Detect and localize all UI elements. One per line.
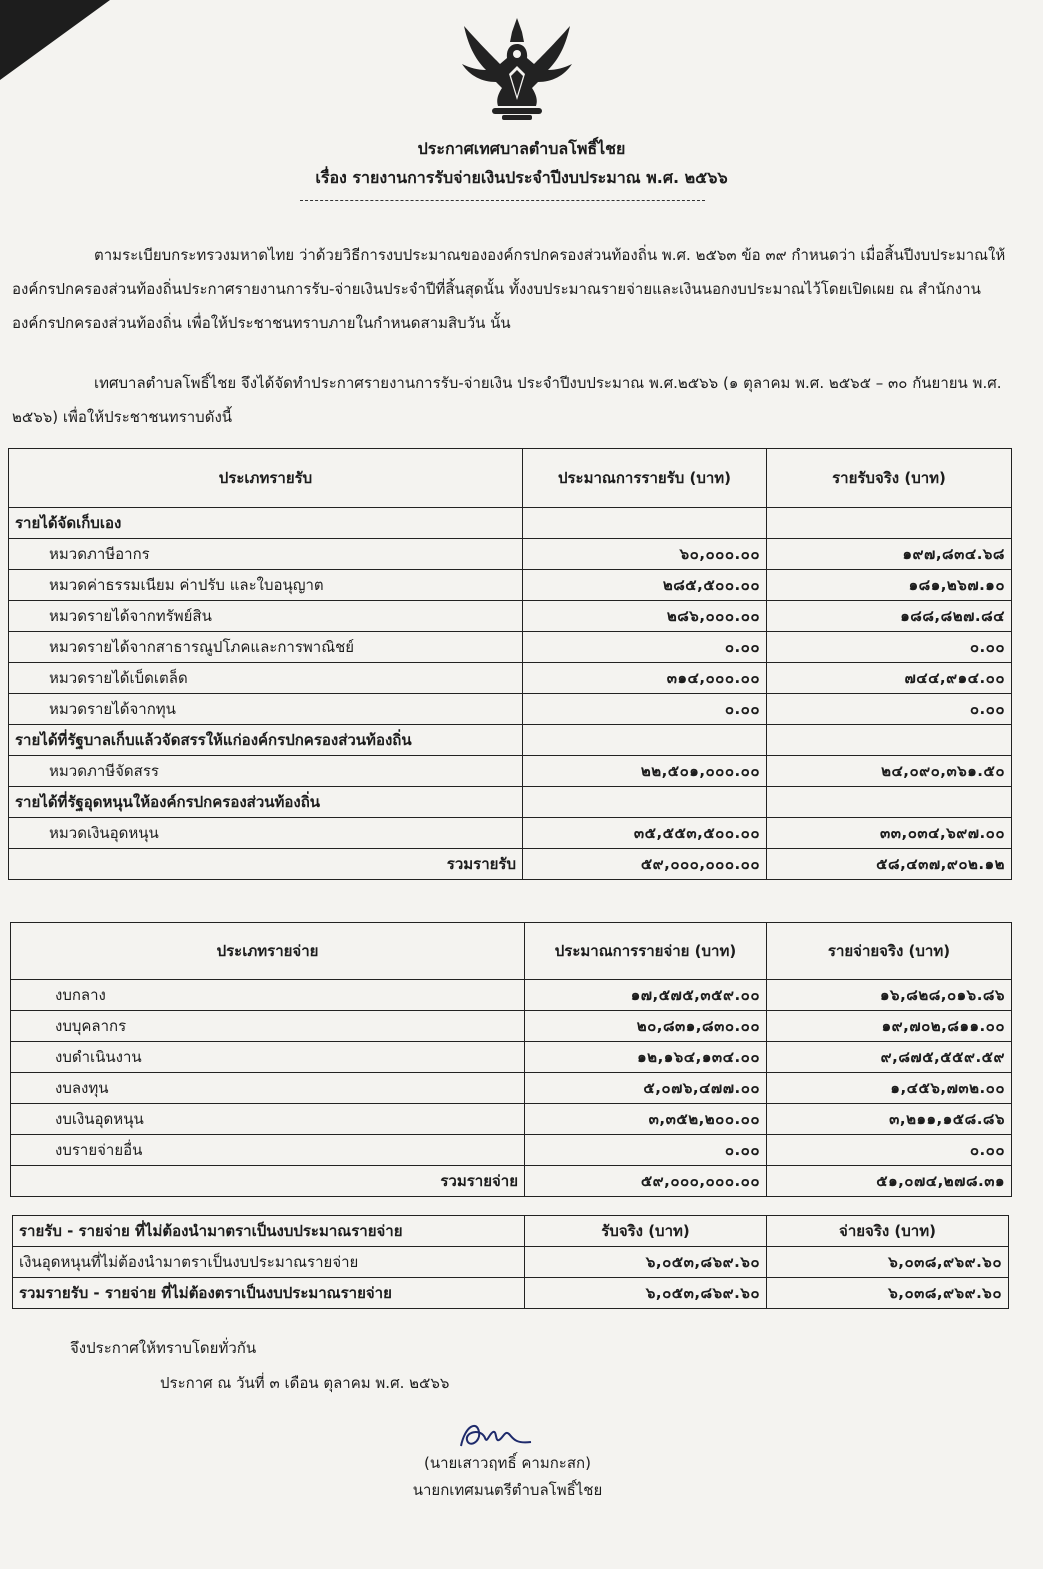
income-actual-value: ๒๔,๐๙๐,๓๖๑.๕๐ xyxy=(767,756,1012,787)
expense-estimate-value: ๒๐,๘๓๑,๘๓๐.๐๐ xyxy=(525,1011,767,1042)
table-row xyxy=(11,980,1012,1011)
expense-item-label: งบดำเนินงาน xyxy=(11,1042,525,1073)
extra-total-label: รวมรายรับ - รายจ่าย ที่ไม่ต้องตราเป็นงบประมาณรายจ่าย xyxy=(13,1278,525,1309)
extra-paid-value: ๖,๐๓๘,๙๖๙.๖๐ xyxy=(767,1247,1009,1278)
expense-type-header: ประเภทรายจ่าย xyxy=(11,923,525,980)
announcement-title: ประกาศเทศบาลตำบลโพธิ์ไชย xyxy=(417,139,626,158)
table-row xyxy=(9,601,1012,632)
table-row xyxy=(11,1104,1012,1135)
expense-estimate-value: ๑๒,๑๖๔,๑๓๔.๐๐ xyxy=(525,1042,767,1073)
income-item-label: หมวดภาษีจัดสรร xyxy=(9,756,523,787)
table-row xyxy=(11,1073,1012,1104)
income-table xyxy=(8,448,1012,880)
table-row xyxy=(11,1011,1012,1042)
table-row xyxy=(11,1042,1012,1073)
expense-actual-value: ๑๙,๗๐๒,๘๑๑.๐๐ xyxy=(767,1011,1012,1042)
income-estimate-value: ๒๘๕,๕๐๐.๐๐ xyxy=(523,570,767,601)
expense-item-label: งบลงทุน xyxy=(11,1073,525,1104)
expense-item-label: งบเงินอุดหนุน xyxy=(11,1104,525,1135)
table-row xyxy=(11,1135,1012,1166)
expense-estimate-value: ๐.๐๐ xyxy=(525,1135,767,1166)
income-estimate-value: ๐.๐๐ xyxy=(523,694,767,725)
income-estimate-value: ๓๑๔,๐๐๐.๐๐ xyxy=(523,663,767,694)
expense-estimate-value: ๕,๐๗๖,๔๗๗.๐๐ xyxy=(525,1073,767,1104)
income-header-row xyxy=(9,449,1012,508)
income-item-label: หมวดรายได้เบ็ดเตล็ด xyxy=(9,663,523,694)
table-row xyxy=(9,818,1012,849)
income-type-header: ประเภทรายรับ xyxy=(9,449,523,508)
expense-header-row xyxy=(11,923,1012,980)
expense-item-label: งบกลาง xyxy=(11,980,525,1011)
expense-total-label: รวมรายจ่าย xyxy=(11,1166,525,1197)
table-row xyxy=(9,570,1012,601)
extra-item-label: เงินอุดหนุนที่ไม่ต้องนำมาตราเป็นงบประมาณรายจ่าย xyxy=(13,1247,525,1278)
income-estimate-value: ๒๒,๕๐๑,๐๐๐.๐๐ xyxy=(523,756,767,787)
income-category-row xyxy=(9,787,1012,818)
intro-paragraph-1: ตามระเบียบกระทรวงมหาดไทย ว่าด้วยวิธีการงบประมาณขององค์กรปกครองส่วนท้องถิ่น พ.ศ. ๒๕๖๓ ข้อ ๓๙ กำหนดว่า เมื่อสิ้นปีงบประมาณให้องค์กรปกครองส่วนท้องถิ่นประกาศรายงานการรับ-จ่ายเงินประจำปีที่สิ้นสุดนั้น ทั้งงบประมาณรายจ่ายและเงินนอกงบประมาณไว้โดยเปิดเผย ณ สำนักงานองค์กรปกครองส่วนท้องถิ่น เพื่อให้ประชาชนทราบภายในกำหนดสามสิบวัน นั้น xyxy=(12,246,1006,332)
expense-estimate-value: ๓,๓๕๒,๒๐๐.๐๐ xyxy=(525,1104,767,1135)
intro-paragraph-2: เทศบาลตำบลโพธิ์ไชย จึงได้จัดทำประกาศรายงานการรับ-จ่ายเงิน ประจำปีงบประมาณ พ.ศ.๒๕๖๖ (๑ ตุลาคม พ.ศ. ๒๕๖๕ – ๓๐ กันยายน พ.ศ. ๒๕๖๖) เพื่อให้ประชาชนทราบดังนี้ xyxy=(12,374,1002,426)
expense-estimate-header: ประมาณการรายจ่าย (บาท) xyxy=(525,923,767,980)
income-item-label: หมวดรายได้จากทุน xyxy=(9,694,523,725)
income-actual-value: ๑๙๗,๘๓๔.๖๘ xyxy=(767,539,1012,570)
income-item-label: หมวดภาษีอากร xyxy=(9,539,523,570)
announcement-date: ประกาศ ณ วันที่ ๓ เดือน ตุลาคม พ.ศ. ๒๕๖๖ xyxy=(160,1374,450,1392)
announcement-subject: เรื่อง รายงานการรับจ่ายเงินประจำปีงบประมาณ พ.ศ. ๒๕๖๖ xyxy=(315,168,728,187)
income-item-label: หมวดค่าธรรมเนียม ค่าปรับ และใบอนุญาต xyxy=(9,570,523,601)
table-row xyxy=(9,632,1012,663)
table-row xyxy=(9,663,1012,694)
income-actual-value: ๐.๐๐ xyxy=(767,632,1012,663)
expense-actual-header: รายจ่ายจริง (บาท) xyxy=(767,923,1012,980)
income-actual-value: ๑๘๘,๘๒๗.๘๔ xyxy=(767,601,1012,632)
signer-position: นายกเทศมนตรีตำบลโพธิ์ไชย xyxy=(412,1481,603,1499)
income-total-estimate: ๕๙,๐๐๐,๐๐๐.๐๐ xyxy=(523,849,767,880)
income-actual-value: ๗๔๔,๙๑๔.๐๐ xyxy=(767,663,1012,694)
income-estimate-value: ๓๕,๕๕๓,๕๐๐.๐๐ xyxy=(523,818,767,849)
income-actual-value: ๓๓,๐๓๔,๖๙๗.๐๐ xyxy=(767,818,1012,849)
extra-total-paid: ๖,๐๓๘,๙๖๙.๖๐ xyxy=(767,1278,1009,1309)
expense-actual-value: ๐.๐๐ xyxy=(767,1135,1012,1166)
income-category-row xyxy=(9,508,1012,539)
expense-actual-value: ๓,๒๑๑,๑๕๘.๘๖ xyxy=(767,1104,1012,1135)
expense-total-row xyxy=(11,1166,1012,1197)
expense-table xyxy=(10,922,1012,1197)
expense-total-estimate: ๕๙,๐๐๐,๐๐๐.๐๐ xyxy=(525,1166,767,1197)
extra-received-header: รับจริง (บาท) xyxy=(525,1216,767,1247)
expense-estimate-value: ๑๗,๕๗๕,๓๕๙.๐๐ xyxy=(525,980,767,1011)
expense-total-actual: ๕๑,๐๗๔,๒๗๘.๓๑ xyxy=(767,1166,1012,1197)
garuda-emblem-icon xyxy=(452,14,582,124)
income-category-label: รายได้ที่รัฐอุดหนุนให้องค์กรปกครองส่วนท้องถิ่น xyxy=(9,787,523,818)
signature-icon xyxy=(455,1416,535,1456)
expense-actual-value: ๑๖,๘๒๘,๐๑๖.๘๖ xyxy=(767,980,1012,1011)
expense-item-label: งบรายจ่ายอื่น xyxy=(11,1135,525,1166)
income-actual-value: ๑๘๑,๒๖๗.๑๐ xyxy=(767,570,1012,601)
expense-item-label: งบบุคลากร xyxy=(11,1011,525,1042)
extra-total-row xyxy=(13,1278,1009,1309)
expense-actual-value: ๑,๔๕๖,๗๓๒.๐๐ xyxy=(767,1073,1012,1104)
table-row xyxy=(9,539,1012,570)
extra-header-row xyxy=(13,1216,1009,1247)
income-estimate-header: ประมาณการรายรับ (บาท) xyxy=(523,449,767,508)
extra-paid-header: จ่ายจริง (บาท) xyxy=(767,1216,1009,1247)
extra-total-received: ๖,๐๕๓,๘๖๙.๖๐ xyxy=(525,1278,767,1309)
income-estimate-value: ๖๐,๐๐๐.๐๐ xyxy=(523,539,767,570)
income-category-label: รายได้ที่รัฐบาลเก็บแล้วจัดสรรให้แก่องค์กรปกครองส่วนท้องถิ่น xyxy=(9,725,523,756)
income-category-row xyxy=(9,725,1012,756)
closing-statement: จึงประกาศให้ทราบโดยทั่วกัน xyxy=(70,1339,257,1357)
income-estimate-value: ๒๘๖,๐๐๐.๐๐ xyxy=(523,601,767,632)
income-item-label: หมวดรายได้จากสาธารณูปโภคและการพาณิชย์ xyxy=(9,632,523,663)
signer-name: (นายเสาวฤทธิ์ คามกะสก) xyxy=(424,1454,591,1472)
income-total-label: รวมรายรับ xyxy=(9,849,523,880)
table-row xyxy=(9,756,1012,787)
extra-received-value: ๖,๐๕๓,๘๖๙.๖๐ xyxy=(525,1247,767,1278)
income-total-actual: ๕๘,๔๓๗,๙๐๒.๑๒ xyxy=(767,849,1012,880)
income-category-label: รายได้จัดเก็บเอง xyxy=(9,508,523,539)
income-estimate-value: ๐.๐๐ xyxy=(523,632,767,663)
table-row xyxy=(13,1247,1009,1278)
extra-budget-table xyxy=(12,1215,1009,1309)
table-row xyxy=(9,694,1012,725)
income-actual-value: ๐.๐๐ xyxy=(767,694,1012,725)
income-actual-header: รายรับจริง (บาท) xyxy=(767,449,1012,508)
dashed-divider xyxy=(300,200,705,201)
income-total-row xyxy=(9,849,1012,880)
income-item-label: หมวดเงินอุดหนุน xyxy=(9,818,523,849)
income-item-label: หมวดรายได้จากทรัพย์สิน xyxy=(9,601,523,632)
extra-type-header: รายรับ - รายจ่าย ที่ไม่ต้องนำมาตราเป็นงบประมาณรายจ่าย xyxy=(13,1216,525,1247)
expense-actual-value: ๙,๘๗๕,๕๕๙.๕๙ xyxy=(767,1042,1012,1073)
